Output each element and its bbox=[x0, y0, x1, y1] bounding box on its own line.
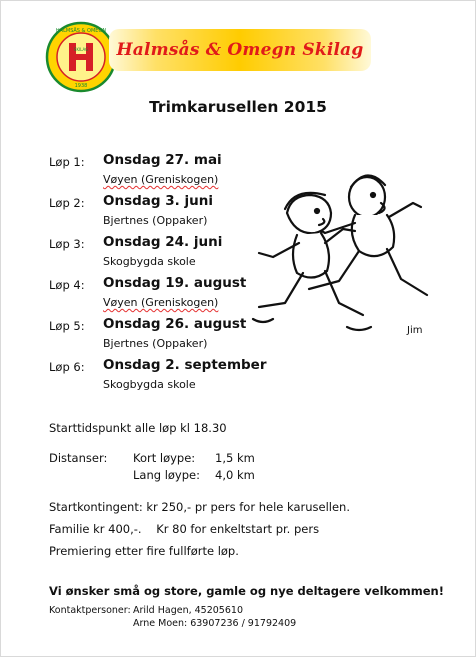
contact-person: Arne Moen: 63907236 / 91792409 bbox=[133, 618, 297, 629]
run-place: Skogbygda skole bbox=[103, 378, 196, 391]
run-number: Løp 4: bbox=[49, 278, 85, 292]
long-course-label: Lang løype: bbox=[133, 468, 200, 482]
run-place: Bjertnes (Oppaker) bbox=[103, 214, 208, 227]
run-number: Løp 3: bbox=[49, 237, 85, 251]
run-place: Skogbygda skole bbox=[103, 255, 196, 268]
contacts-label: Kontaktpersoner: bbox=[49, 605, 131, 616]
club-logo bbox=[45, 21, 117, 93]
contact-person: Arild Hagen, 45205610 bbox=[133, 605, 243, 616]
run-date: Onsdag 3. juni bbox=[103, 193, 213, 209]
artist-signature: Jim bbox=[407, 325, 423, 336]
svg-text:SKILAG: SKILAG bbox=[73, 47, 89, 52]
svg-text:1938: 1938 bbox=[74, 83, 88, 89]
long-course-value: 4,0 km bbox=[215, 468, 255, 482]
run-date: Onsdag 19. august bbox=[103, 275, 247, 291]
short-course-value: 1,5 km bbox=[215, 451, 255, 465]
start-fee: Startkontingent: kr 250,- pr pers for hele karusellen. bbox=[49, 500, 351, 514]
distances-label: Distanser: bbox=[49, 451, 108, 465]
run-number: Løp 2: bbox=[49, 196, 85, 210]
club-name: Halmsås & Omegn Skilag bbox=[116, 40, 364, 60]
runners-illustration bbox=[247, 151, 437, 341]
run-date: Onsdag 24. juni bbox=[103, 234, 223, 250]
run-number: Løp 5: bbox=[49, 319, 85, 333]
run-number: Løp 6: bbox=[49, 360, 85, 374]
long-course bbox=[133, 468, 255, 482]
page-title: Trimkarusellen 2015 bbox=[149, 98, 327, 116]
svg-text:HALMSÅS & OMEGN: HALMSÅS & OMEGN bbox=[55, 28, 107, 34]
short-course-label: Kort løype: bbox=[133, 451, 196, 465]
welcome-message: Vi ønsker små og store, gamle og nye deltagere velkommen! bbox=[49, 584, 444, 598]
run-date: Onsdag 27. mai bbox=[103, 152, 222, 168]
prizes-text: Premiering etter fire fullførte løp. bbox=[49, 544, 239, 558]
start-time: Starttidspunkt alle løp kl 18.30 bbox=[49, 421, 227, 435]
run-date: Onsdag 2. september bbox=[103, 357, 267, 373]
short-course bbox=[133, 451, 255, 465]
run-date: Onsdag 26. august bbox=[103, 316, 247, 332]
run-place: Vøyen (Greniskogen) bbox=[103, 173, 219, 186]
run-place: Bjertnes (Oppaker) bbox=[103, 337, 208, 350]
family-fee: Familie kr 400,-. Kr 80 for enkeltstart pr. pers bbox=[49, 522, 320, 536]
run-number: Løp 1: bbox=[49, 155, 85, 169]
run-place: Vøyen (Greniskogen) bbox=[103, 296, 219, 309]
